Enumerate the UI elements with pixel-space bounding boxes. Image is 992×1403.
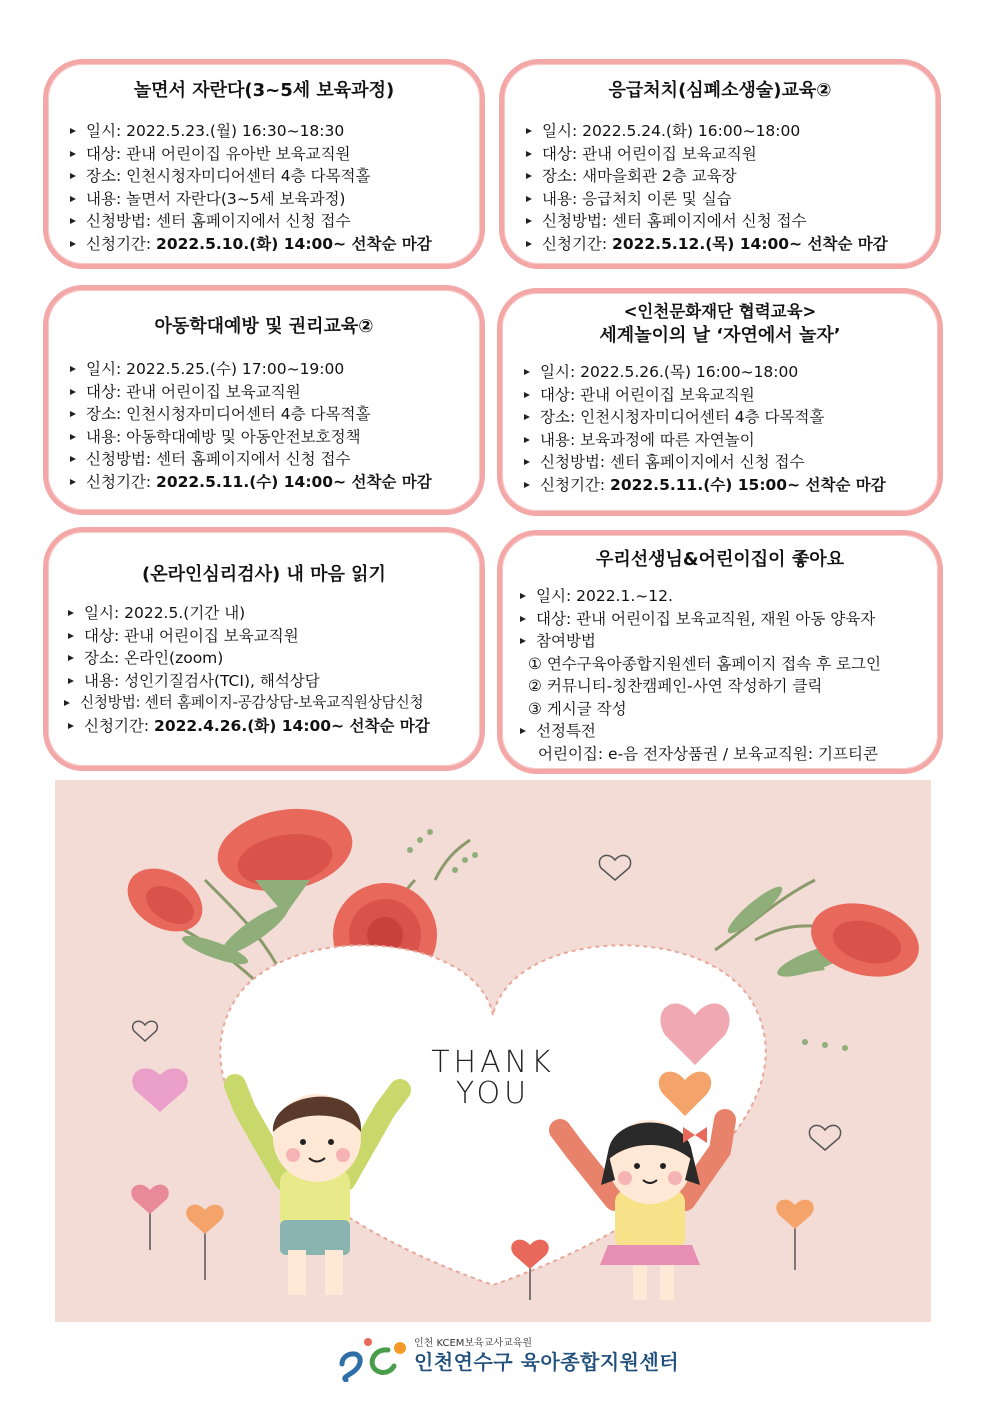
card-item: 장소: 인천시청자미디어센터 4층 다목적홀 xyxy=(520,406,938,429)
carnation-icon xyxy=(790,892,927,988)
card-item: 신청기간: 2022.5.12.(목) 14:00~ 선착순 마감 xyxy=(522,233,936,256)
card-title: 응급처치(심폐소생술)교육② xyxy=(608,80,832,101)
illustration-svg xyxy=(55,780,931,1322)
card-item: 신청기간: 2022.5.11.(수) 15:00~ 선착순 마감 xyxy=(520,474,938,497)
thank-text: THANK xyxy=(431,1045,555,1080)
card-item: 일시: 2022.5.23.(월) 16:30~18:30 xyxy=(66,120,480,143)
footer xyxy=(0,1328,992,1388)
card-item: 내용: 아동학대예방 및 아동안전보호정책 xyxy=(66,426,480,449)
program-card-3 xyxy=(43,285,485,515)
program-card-2 xyxy=(499,59,941,269)
card-item: 대상: 관내 어린이집 보육교직원 xyxy=(520,384,938,407)
card-title: 세계놀이의 날 ‘자연에서 놀자’ xyxy=(599,325,841,346)
card-item: 일시: 2022.5.(기간 내) xyxy=(64,602,480,625)
card-item: 일시: 2022.5.25.(수) 17:00~19:00 xyxy=(66,358,480,381)
card-item: 내용: 보육과정에 따른 자연놀이 xyxy=(520,429,938,452)
heart-icon xyxy=(599,855,630,880)
card-item: 대상: 관내 어린이집 보육교직원 xyxy=(64,625,480,648)
card-item: 대상: 관내 어린이집 유아반 보육교직원 xyxy=(66,143,480,166)
program-card-1 xyxy=(43,59,485,269)
card-subitem: ③ 게시글 작성 xyxy=(528,699,627,718)
card-item: 장소: 새마을회관 2층 교육장 xyxy=(522,165,936,188)
card-item: 내용: 성인기질검사(TCI), 해석상담 xyxy=(64,670,480,693)
card-item: 신청기간: 2022.5.11.(수) 14:00~ 선착순 마감 xyxy=(66,471,480,494)
card-item: 신청방법: 센터 홈페이지-공감상담-보육교직원상담신청 xyxy=(60,692,480,715)
card-subitem: ① 연수구육아종합지원센터 홈페이지 접속 후 로그인 xyxy=(528,654,881,673)
card-item: 대상: 관내 어린이집 보육교직원, 재원 아동 양육자 xyxy=(516,608,938,631)
card-title: 우리선생님&어린이집이 좋아요 xyxy=(595,549,844,570)
card-item: 일시: 2022.1.~12. xyxy=(516,585,938,608)
carnation-icon xyxy=(211,799,359,915)
card-item: 신청기간: 2022.5.10.(화) 14:00~ 선착순 마감 xyxy=(66,233,480,256)
card-title: 놀면서 자란다(3~5세 보육과정) xyxy=(133,80,395,101)
card-item: 내용: 놀면서 자란다(3~5세 보육과정) xyxy=(66,188,480,211)
org-subtitle: 인천 KCEM보육교사교육원 xyxy=(414,1338,533,1349)
card-subtitle: <인천문화재단 협력교육> xyxy=(623,302,817,321)
card-item: 선정특전 xyxy=(516,720,938,743)
card-item: 장소: 인천시청자미디어센터 4층 다목적홀 xyxy=(66,403,480,426)
card-item: 대상: 관내 어린이집 보육교직원 xyxy=(522,143,936,166)
heart-icon xyxy=(133,1021,158,1041)
card-item: 신청기간: 2022.4.26.(화) 14:00~ 선착순 마감 xyxy=(64,715,480,738)
card-item: 신청방법: 센터 홈페이지에서 신청 접수 xyxy=(522,210,936,233)
card-subitem: 어린이집: e-음 전자상품권 / 보육교직원: 기프티콘 xyxy=(538,744,878,763)
org-name: 인천연수구 육아종합지원센터 xyxy=(414,1350,680,1374)
card-item: 신청방법: 센터 홈페이지에서 신청 접수 xyxy=(66,448,480,471)
card-item: 장소: 온라인(zoom) xyxy=(64,647,480,670)
card-item: 내용: 응급처치 이론 및 실습 xyxy=(522,188,936,211)
card-item: 일시: 2022.5.26.(목) 16:00~18:00 xyxy=(520,361,938,384)
program-card-5 xyxy=(43,527,485,771)
card-subitem: ② 커뮤니티-칭찬캠페인-사연 작성하기 클릭 xyxy=(528,677,823,695)
card-item: 장소: 인천시청자미디어센터 4층 다목적홀 xyxy=(66,165,480,188)
sci-logo-icon xyxy=(338,1334,410,1382)
heart-icon xyxy=(809,1125,840,1150)
card-item: 신청방법: 센터 홈페이지에서 신청 접수 xyxy=(520,451,938,474)
card-title: 아동학대예방 및 권리교육② xyxy=(154,316,374,337)
card-item: 참여방법 xyxy=(516,630,938,653)
card-item: 신청방법: 센터 홈페이지에서 신청 접수 xyxy=(66,210,480,233)
card-item: 대상: 관내 어린이집 보육교직원 xyxy=(66,381,480,404)
carnation-icon xyxy=(116,856,213,944)
program-card-6 xyxy=(497,530,943,774)
card-title: (온라인심리검사) 내 마음 읽기 xyxy=(142,564,386,585)
thank-you-illustration xyxy=(55,780,931,1322)
program-card-4 xyxy=(497,288,943,516)
heart-icon xyxy=(132,1068,187,1112)
card-item: 일시: 2022.5.24.(화) 16:00~18:00 xyxy=(522,120,936,143)
you-text: YOU xyxy=(455,1076,531,1111)
